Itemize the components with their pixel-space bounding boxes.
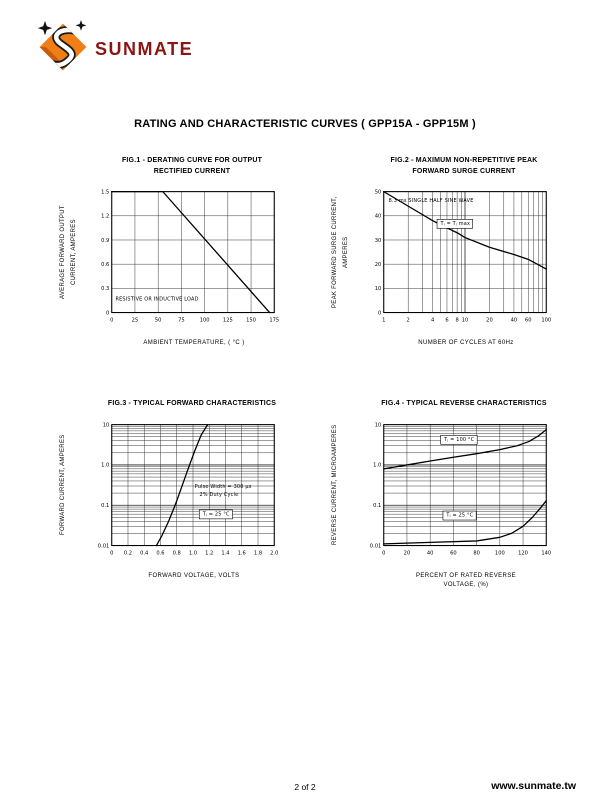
figure-3-ylabel: FORWARD CURRENT, AMPERES [60, 434, 66, 535]
svg-text:80: 80 [473, 550, 480, 557]
figure-row-top [0, 155, 610, 348]
figure-4-xlabel: PERCENT OF RATED REVERSE VOLTAGE, (%) [415, 572, 517, 588]
svg-text:0.6: 0.6 [156, 550, 165, 557]
svg-text:Tⱼ = 100 °C: Tⱼ = 100 °C [443, 436, 475, 443]
figures-grid [0, 155, 610, 590]
figure-1-xlabel: AMBIENT TEMPERATURE, ( °C ) [143, 340, 245, 347]
svg-text:Tⱼ = 25 °C: Tⱼ = 25 °C [202, 510, 230, 517]
svg-text:10: 10 [461, 317, 469, 324]
svg-text:RESISTIVE OR INDUCTIVE LOAD: RESISTIVE OR INDUCTIVE LOAD [115, 296, 199, 303]
svg-text:50: 50 [154, 317, 162, 324]
figure-1-chart [82, 185, 280, 337]
svg-text:0: 0 [109, 550, 114, 557]
figure-3 [58, 398, 280, 589]
svg-text:0: 0 [109, 317, 114, 324]
svg-text:10: 10 [374, 286, 382, 293]
logo-mark-icon [36, 20, 90, 74]
svg-text:4: 4 [430, 317, 435, 324]
svg-text:0: 0 [105, 310, 110, 317]
website-url: www.sunmate.tw [491, 780, 576, 792]
figure-3-xlabel: FORWARD VOLTAGE, VOLTS [148, 572, 240, 579]
svg-text:40: 40 [510, 317, 517, 324]
svg-text:8.3 ms SINGLE HALF SINE WAVE: 8.3 ms SINGLE HALF SINE WAVE [388, 198, 474, 205]
page-footer [0, 782, 610, 798]
svg-text:1.8: 1.8 [253, 550, 262, 557]
svg-text:40: 40 [426, 550, 434, 557]
figure-4 [330, 398, 552, 589]
figure-2-ylabel: PEAK FORWARD SURGE CURRENT, AMPERES [332, 196, 349, 309]
figure-row-bottom [0, 398, 610, 589]
figure-2-title: FIG.2 - MAXIMUM NON-REPETITIVE PEAK FORWARD SURGE CURRENT [390, 157, 538, 176]
svg-text:50: 50 [374, 189, 382, 196]
svg-text:2% Duty Cycle: 2% Duty Cycle [199, 491, 239, 498]
brand-logo [36, 20, 193, 74]
svg-text:40: 40 [374, 213, 382, 220]
svg-text:20: 20 [374, 262, 382, 269]
svg-text:1.4: 1.4 [221, 550, 230, 557]
svg-text:25: 25 [131, 317, 139, 324]
svg-text:6: 6 [445, 317, 449, 324]
svg-text:0.4: 0.4 [139, 550, 149, 557]
svg-text:2: 2 [406, 317, 410, 324]
svg-text:0.3: 0.3 [100, 286, 110, 293]
svg-text:60: 60 [449, 550, 457, 557]
figure-2-xlabel: NUMBER OF CYCLES AT 60Hz [418, 340, 514, 347]
figure-2 [330, 155, 552, 348]
brand-name: sunmate [95, 32, 194, 61]
svg-text:60: 60 [524, 317, 532, 324]
svg-text:1.2: 1.2 [204, 550, 214, 557]
svg-text:8: 8 [455, 317, 459, 324]
svg-text:20: 20 [403, 550, 411, 557]
svg-text:10: 10 [102, 421, 110, 428]
figure-3-title: FIG.3 - TYPICAL FORWARD CHARACTERISTICS [107, 400, 277, 408]
figure-2-chart [354, 185, 552, 337]
svg-text:1.5: 1.5 [100, 189, 110, 196]
svg-text:75: 75 [177, 317, 185, 324]
svg-text:30: 30 [374, 238, 382, 245]
svg-text:0.2: 0.2 [123, 550, 132, 557]
svg-text:100: 100 [541, 317, 551, 324]
svg-text:0.9: 0.9 [100, 238, 110, 245]
svg-text:175: 175 [269, 317, 279, 324]
page-number: 2 of 2 [294, 782, 316, 792]
svg-text:Pulse Width = 300 μs: Pulse Width = 300 μs [194, 483, 252, 490]
svg-text:1.2: 1.2 [100, 213, 110, 220]
svg-text:10: 10 [374, 421, 382, 428]
figure-1 [58, 155, 280, 348]
svg-text:140: 140 [541, 550, 551, 557]
svg-text:0.8: 0.8 [172, 550, 181, 557]
svg-text:120: 120 [517, 550, 528, 557]
svg-text:0.01: 0.01 [369, 542, 382, 549]
svg-text:20: 20 [485, 317, 493, 324]
figure-3-chart [82, 418, 280, 570]
svg-text:125: 125 [222, 317, 233, 324]
svg-text:Tⱼ = 25 °C: Tⱼ = 25 °C [446, 512, 474, 519]
svg-text:0.1: 0.1 [372, 502, 382, 509]
svg-text:1: 1 [381, 317, 386, 324]
svg-text:0.01: 0.01 [97, 542, 110, 549]
figure-1-ylabel: AVERAGE FORWARD OUTPUT CURRENT, AMPERES [60, 205, 77, 300]
svg-text:2.0: 2.0 [269, 550, 279, 557]
svg-text:0: 0 [381, 550, 386, 557]
svg-text:100: 100 [494, 550, 505, 557]
svg-text:100: 100 [199, 317, 210, 324]
figure-4-title: FIG.4 - TYPICAL REVERSE CHARACTERISTICS [381, 400, 547, 408]
svg-text:150: 150 [245, 317, 256, 324]
svg-text:0.6: 0.6 [100, 262, 110, 269]
figure-4-ylabel: REVERSE CURRENT, MICROAMPERES [332, 424, 338, 545]
svg-text:0.1: 0.1 [100, 502, 110, 509]
svg-text:1.0: 1.0 [372, 462, 382, 469]
svg-text:1.6: 1.6 [237, 550, 246, 557]
svg-text:0: 0 [377, 310, 382, 317]
figure-1-title: FIG.1 - DERATING CURVE FOR OUTPUT RECTIFIED CURRENT [121, 157, 263, 176]
svg-text:Tⱼ = Tⱼ max: Tⱼ = Tⱼ max [440, 221, 470, 228]
page-title: RATING AND CHARACTERISTIC CURVES ( GPP15A - GPP15M ) [134, 118, 476, 130]
figure-4-chart [354, 418, 552, 570]
svg-text:1.0: 1.0 [100, 462, 110, 469]
svg-text:1.0: 1.0 [188, 550, 197, 557]
